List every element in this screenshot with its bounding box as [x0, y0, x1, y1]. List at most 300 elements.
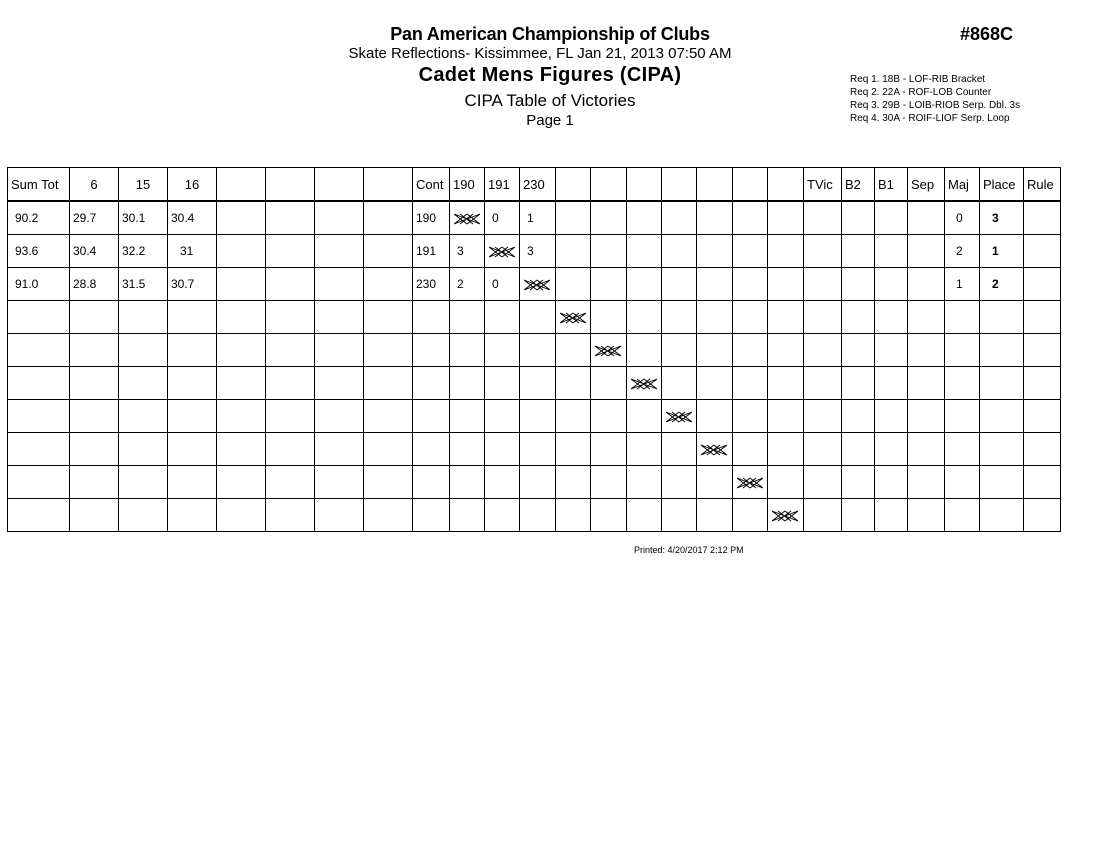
- table-cell: [662, 367, 697, 400]
- table-name: CIPA Table of Victories: [464, 91, 636, 110]
- table-cell: [450, 433, 485, 466]
- table-cell: [842, 334, 875, 367]
- table-cell: [217, 201, 266, 235]
- table-cell: [908, 235, 945, 268]
- column-header: TVic: [804, 168, 842, 202]
- table-cell: [119, 367, 168, 400]
- table-cell: [875, 235, 908, 268]
- column-header: Maj: [945, 168, 980, 202]
- table-cell: [217, 499, 266, 532]
- table-cell: [8, 301, 70, 334]
- table-cell: [520, 466, 556, 499]
- table-cell: [697, 235, 733, 268]
- table-cell: [520, 334, 556, 367]
- column-header: B2: [842, 168, 875, 202]
- table-cell: [485, 334, 520, 367]
- table-cell: [908, 466, 945, 499]
- table-cell: [945, 499, 980, 532]
- table-cell: [733, 201, 768, 235]
- table-cell: [217, 334, 266, 367]
- table-cell: [266, 201, 315, 235]
- table-cell: [168, 334, 217, 367]
- table-cell: [697, 499, 733, 532]
- table-cell: 0: [485, 268, 520, 301]
- table-cell: [945, 400, 980, 433]
- table-cell: 0: [485, 201, 520, 235]
- table-cell: [733, 433, 768, 466]
- table-cell: [908, 301, 945, 334]
- table-cell: 93.6: [8, 235, 70, 268]
- table-cell: [450, 466, 485, 499]
- table-cell: [266, 433, 315, 466]
- table-cell: [768, 466, 804, 499]
- table-cell: [450, 400, 485, 433]
- table-cell: [804, 268, 842, 301]
- table-cell: [556, 433, 591, 466]
- table-cell: [315, 367, 364, 400]
- table-cell: 3: [450, 235, 485, 268]
- table-cell: [315, 499, 364, 532]
- table-cell: 1: [520, 201, 556, 235]
- table-cell: [908, 367, 945, 400]
- column-header: [768, 168, 804, 202]
- table-cell: [662, 235, 697, 268]
- table-cell: [217, 367, 266, 400]
- table-cell: [70, 433, 119, 466]
- table-cell: [627, 268, 662, 301]
- table-cell: [556, 466, 591, 499]
- table-cell: [842, 400, 875, 433]
- xxx-marker-icon: [560, 312, 586, 324]
- column-header: B1: [875, 168, 908, 202]
- victories-table: [7, 167, 1061, 532]
- table-cell: [591, 466, 627, 499]
- table-cell: 2: [980, 268, 1024, 301]
- table-cell: [485, 301, 520, 334]
- requirement-item: Req 1. 18B - LOF-RIB Bracket: [850, 74, 986, 85]
- table-cell: [119, 499, 168, 532]
- table-cell: [556, 334, 591, 367]
- table-cell: [768, 400, 804, 433]
- table-cell: [662, 201, 697, 235]
- table-cell: [662, 268, 697, 301]
- table-cell: [70, 301, 119, 334]
- table-cell: 31.5: [119, 268, 168, 301]
- table-cell: [697, 334, 733, 367]
- column-header: Cont: [413, 168, 450, 202]
- table-cell: [315, 433, 364, 466]
- table-cell: [556, 400, 591, 433]
- table-cell: [8, 466, 70, 499]
- table-cell: [980, 301, 1024, 334]
- table-cell: [556, 367, 591, 400]
- table-cell: [556, 499, 591, 532]
- table-cell: 1: [980, 235, 1024, 268]
- table-cell: [980, 433, 1024, 466]
- xxx-marker-icon: [489, 246, 515, 258]
- table-cell: [556, 268, 591, 301]
- table-cell: [217, 235, 266, 268]
- column-header: [697, 168, 733, 202]
- table-cell: [733, 235, 768, 268]
- table-row: [8, 499, 1061, 532]
- table-cell: [217, 466, 266, 499]
- table-cell: [908, 268, 945, 301]
- table-cell: [450, 301, 485, 334]
- table-cell: [591, 334, 627, 367]
- xxx-marker-icon: [772, 510, 798, 522]
- table-cell: [485, 499, 520, 532]
- table-cell: [804, 235, 842, 268]
- table-cell: [697, 466, 733, 499]
- table-cell: [804, 466, 842, 499]
- table-cell: [364, 400, 413, 433]
- table-cell: [520, 301, 556, 334]
- table-cell: [768, 367, 804, 400]
- table-cell: 30.7: [168, 268, 217, 301]
- table-cell: [591, 499, 627, 532]
- column-header: 15: [119, 168, 168, 202]
- table-cell: [768, 235, 804, 268]
- table-cell: [266, 466, 315, 499]
- page-number: Page 1: [526, 112, 574, 129]
- table-cell: [485, 433, 520, 466]
- table-cell: [842, 301, 875, 334]
- table-cell: [364, 433, 413, 466]
- table-cell: [266, 367, 315, 400]
- table-cell: [768, 334, 804, 367]
- table-cell: [217, 268, 266, 301]
- table-cell: [266, 301, 315, 334]
- table-row: [8, 334, 1061, 367]
- table-cell: [662, 466, 697, 499]
- table-cell: [627, 433, 662, 466]
- table-cell: [520, 433, 556, 466]
- table-cell: [1024, 499, 1061, 532]
- table-cell: [662, 433, 697, 466]
- table-cell: [1024, 201, 1061, 235]
- table-cell: [945, 466, 980, 499]
- table-cell: [168, 466, 217, 499]
- table-cell: [627, 400, 662, 433]
- table-cell: [591, 400, 627, 433]
- table-cell: [364, 201, 413, 235]
- column-header: Place: [980, 168, 1024, 202]
- event-name: Cadet Mens Figures (CIPA): [418, 64, 682, 86]
- table-cell: [217, 433, 266, 466]
- table-cell: 2: [450, 268, 485, 301]
- table-cell: [364, 367, 413, 400]
- table-cell: [980, 466, 1024, 499]
- table-row: [8, 201, 1061, 235]
- table-cell: 31: [168, 235, 217, 268]
- table-cell: 2: [945, 235, 980, 268]
- table-cell: [627, 499, 662, 532]
- table-cell: [875, 466, 908, 499]
- table-row: [8, 400, 1061, 433]
- table-cell: [315, 334, 364, 367]
- table-cell: [485, 466, 520, 499]
- table-cell: [70, 334, 119, 367]
- page-title: Pan American Championship of Clubs: [390, 24, 710, 44]
- table-cell: [627, 466, 662, 499]
- table-cell: [591, 433, 627, 466]
- table-cell: [804, 334, 842, 367]
- table-cell: [804, 499, 842, 532]
- column-header: 6: [70, 168, 119, 202]
- column-header: 190: [450, 168, 485, 202]
- table-cell: [520, 499, 556, 532]
- table-cell: [1024, 400, 1061, 433]
- column-header: [217, 168, 266, 202]
- table-cell: [697, 201, 733, 235]
- requirement-item: Req 2. 22A - ROF-LOB Counter: [850, 87, 992, 98]
- requirements-list: [850, 73, 1020, 125]
- table-cell: [485, 400, 520, 433]
- table-cell: [697, 301, 733, 334]
- table-cell: [945, 367, 980, 400]
- table-cell: [804, 301, 842, 334]
- table-cell: 32.2: [119, 235, 168, 268]
- table-cell: [450, 201, 485, 235]
- printed-timestamp: Printed: 4/20/2017 2:12 PM: [634, 545, 744, 555]
- table-cell: [875, 499, 908, 532]
- table-header-row: [8, 168, 1061, 202]
- table-cell: [768, 301, 804, 334]
- table-cell: [217, 301, 266, 334]
- table-cell: [842, 201, 875, 235]
- table-cell: [266, 400, 315, 433]
- column-header: 191: [485, 168, 520, 202]
- table-cell: 91.0: [8, 268, 70, 301]
- table-cell: 1: [945, 268, 980, 301]
- column-header: [733, 168, 768, 202]
- table-cell: [908, 400, 945, 433]
- table-cell: [168, 433, 217, 466]
- table-cell: [8, 334, 70, 367]
- table-cell: [168, 499, 217, 532]
- table-cell: [1024, 466, 1061, 499]
- table-cell: [364, 301, 413, 334]
- table-cell: [364, 499, 413, 532]
- table-cell: [266, 268, 315, 301]
- table-cell: [315, 201, 364, 235]
- table-cell: [697, 367, 733, 400]
- table-cell: [591, 367, 627, 400]
- table-cell: [733, 466, 768, 499]
- table-cell: [520, 400, 556, 433]
- table-cell: [733, 367, 768, 400]
- table-cell: [697, 268, 733, 301]
- table-cell: 190: [413, 201, 450, 235]
- table-cell: [697, 400, 733, 433]
- xxx-marker-icon: [666, 411, 692, 423]
- table-cell: 30.4: [70, 235, 119, 268]
- table-cell: 3: [520, 235, 556, 268]
- table-row: [8, 268, 1061, 301]
- table-cell: [842, 433, 875, 466]
- column-header: [662, 168, 697, 202]
- table-cell: [875, 433, 908, 466]
- table-cell: [8, 499, 70, 532]
- table-cell: 191: [413, 235, 450, 268]
- table-cell: [450, 334, 485, 367]
- table-cell: [364, 334, 413, 367]
- table-cell: [733, 268, 768, 301]
- table-cell: [591, 201, 627, 235]
- table-cell: [842, 466, 875, 499]
- table-cell: [485, 235, 520, 268]
- table-cell: [364, 235, 413, 268]
- table-cell: [520, 367, 556, 400]
- table-cell: [450, 499, 485, 532]
- xxx-marker-icon: [631, 378, 657, 390]
- table-cell: [1024, 433, 1061, 466]
- table-cell: [768, 201, 804, 235]
- table-cell: [804, 367, 842, 400]
- table-cell: [413, 301, 450, 334]
- table-cell: [591, 301, 627, 334]
- table-cell: [591, 268, 627, 301]
- table-cell: [627, 334, 662, 367]
- requirement-item: Req 3. 29B - LOIB-RIOB Serp. Dbl. 3s: [850, 100, 1021, 111]
- xxx-marker-icon: [524, 279, 550, 291]
- column-header: Sum Tot: [8, 168, 70, 202]
- table-cell: [8, 400, 70, 433]
- table-cell: [980, 367, 1024, 400]
- table-cell: [768, 268, 804, 301]
- table-cell: [266, 235, 315, 268]
- column-header: Sep: [908, 168, 945, 202]
- requirement-item: Req 4. 30A - ROIF-LIOF Serp. Loop: [850, 113, 1010, 124]
- table-cell: [1024, 268, 1061, 301]
- table-cell: [70, 499, 119, 532]
- table-cell: [945, 334, 980, 367]
- table-cell: [875, 301, 908, 334]
- column-header: Rule: [1024, 168, 1061, 202]
- table-cell: [1024, 235, 1061, 268]
- table-cell: [945, 433, 980, 466]
- event-location-date: Skate Reflections- Kissimmee, FL Jan 21, 2013 07:50 AM: [348, 45, 732, 62]
- table-cell: 3: [980, 201, 1024, 235]
- table-cell: [733, 334, 768, 367]
- table-cell: [804, 400, 842, 433]
- table-cell: [556, 235, 591, 268]
- table-cell: [266, 334, 315, 367]
- table-cell: [662, 400, 697, 433]
- table-cell: [168, 367, 217, 400]
- table-cell: [733, 499, 768, 532]
- xxx-marker-icon: [454, 213, 480, 225]
- table-cell: [875, 268, 908, 301]
- table-cell: [591, 235, 627, 268]
- table-cell: [119, 466, 168, 499]
- table-cell: [842, 499, 875, 532]
- table-cell: [364, 466, 413, 499]
- table-cell: [119, 433, 168, 466]
- table-cell: [875, 367, 908, 400]
- table-cell: [413, 367, 450, 400]
- table-cell: [733, 400, 768, 433]
- table-cell: [1024, 301, 1061, 334]
- table-cell: [945, 301, 980, 334]
- table-cell: [217, 400, 266, 433]
- table-cell: [627, 235, 662, 268]
- table-cell: [842, 367, 875, 400]
- table-cell: [875, 334, 908, 367]
- table-cell: [315, 235, 364, 268]
- table-cell: [908, 433, 945, 466]
- table-row: [8, 301, 1061, 334]
- table-cell: [315, 268, 364, 301]
- column-header: [556, 168, 591, 202]
- table-cell: [413, 433, 450, 466]
- table-cell: [908, 334, 945, 367]
- table-cell: [520, 268, 556, 301]
- table-cell: [980, 334, 1024, 367]
- xxx-marker-icon: [737, 477, 763, 489]
- table-cell: 28.8: [70, 268, 119, 301]
- column-header: [266, 168, 315, 202]
- table-cell: [413, 400, 450, 433]
- table-cell: [842, 268, 875, 301]
- table-cell: 30.4: [168, 201, 217, 235]
- column-header: 230: [520, 168, 556, 202]
- table-cell: [556, 201, 591, 235]
- xxx-marker-icon: [595, 345, 621, 357]
- table-cell: [804, 433, 842, 466]
- table-cell: [413, 499, 450, 532]
- table-cell: [8, 367, 70, 400]
- table-cell: [980, 499, 1024, 532]
- table-cell: [662, 334, 697, 367]
- table-row: [8, 433, 1061, 466]
- table-cell: [485, 367, 520, 400]
- column-header: [364, 168, 413, 202]
- table-cell: [119, 334, 168, 367]
- table-cell: [266, 499, 315, 532]
- table-cell: [842, 235, 875, 268]
- table-cell: [768, 499, 804, 532]
- table-row: [8, 235, 1061, 268]
- table-cell: [70, 400, 119, 433]
- table-cell: [70, 466, 119, 499]
- table-cell: [556, 301, 591, 334]
- table-cell: [908, 201, 945, 235]
- table-cell: [804, 201, 842, 235]
- table-cell: [627, 201, 662, 235]
- table-cell: [1024, 334, 1061, 367]
- table-cell: [908, 499, 945, 532]
- table-cell: [70, 367, 119, 400]
- event-code: #868C: [960, 24, 1014, 44]
- table-cell: [364, 268, 413, 301]
- table-cell: [119, 301, 168, 334]
- table-cell: [1024, 367, 1061, 400]
- table-cell: [627, 301, 662, 334]
- table-cell: [119, 400, 168, 433]
- table-cell: [980, 400, 1024, 433]
- table-cell: [450, 367, 485, 400]
- table-cell: [733, 301, 768, 334]
- table-cell: [875, 400, 908, 433]
- column-header: [591, 168, 627, 202]
- table-cell: [168, 400, 217, 433]
- table-cell: [627, 367, 662, 400]
- table-cell: [768, 433, 804, 466]
- column-header: [627, 168, 662, 202]
- table-row: [8, 466, 1061, 499]
